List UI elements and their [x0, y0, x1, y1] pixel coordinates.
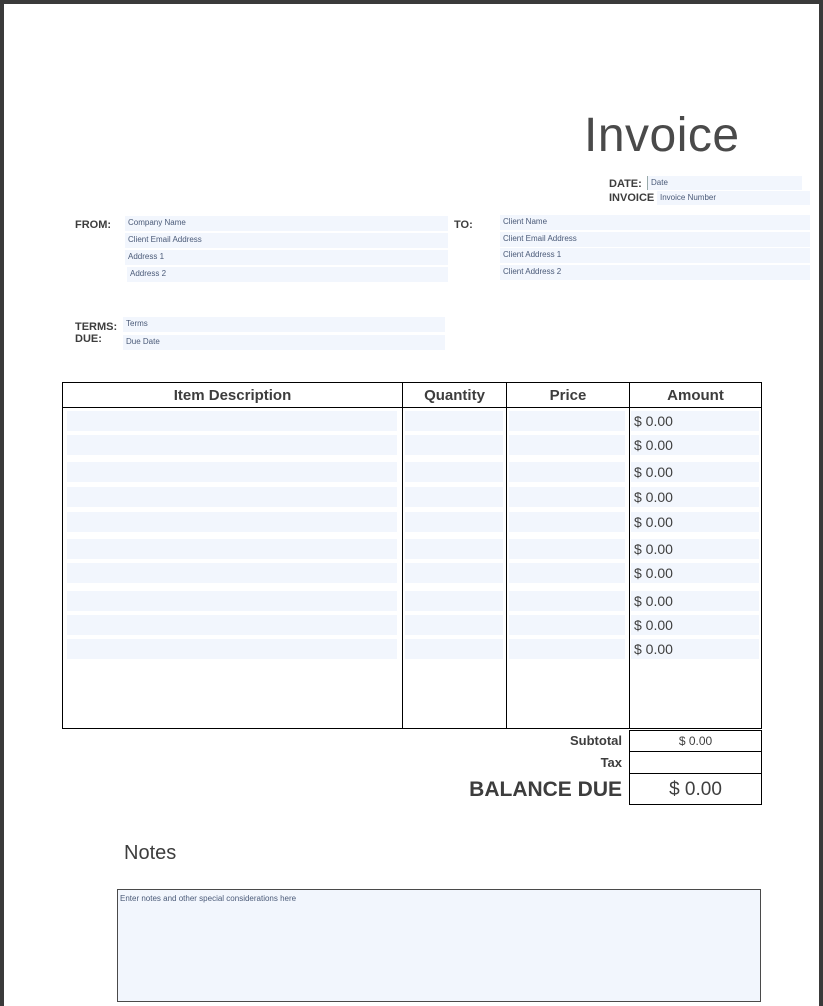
tax-field[interactable]: [629, 751, 762, 774]
balance-due-field[interactable]: $ 0.00: [629, 773, 762, 805]
item-description-cell[interactable]: [67, 435, 397, 455]
invoice-title: Invoice: [584, 109, 740, 162]
quantity-cell[interactable]: [405, 411, 503, 431]
from-email-field[interactable]: Client Email Address: [125, 233, 448, 248]
quantity-cell[interactable]: [405, 539, 503, 559]
item-description-cell[interactable]: [67, 563, 397, 583]
header-amount: Amount: [630, 383, 762, 408]
to-label: TO:: [454, 219, 473, 231]
amount-value: $ 0.00: [634, 437, 673, 453]
subtotal-field[interactable]: $ 0.00: [629, 730, 762, 752]
page-border-left: [0, 0, 4, 1006]
amount-value: $ 0.00: [634, 617, 673, 633]
item-description-cell[interactable]: [67, 591, 397, 611]
price-cell[interactable]: [509, 639, 625, 659]
terms-label: TERMS:: [75, 321, 118, 333]
terms-field[interactable]: Terms: [123, 317, 445, 332]
date-field[interactable]: Date: [647, 176, 802, 190]
amount-value: $ 0.00: [634, 565, 673, 581]
from-label: FROM:: [75, 219, 112, 231]
quantity-cell[interactable]: [405, 591, 503, 611]
price-cell[interactable]: [509, 563, 625, 583]
subtotal-label: Subtotal: [570, 733, 622, 748]
item-description-cell[interactable]: [67, 411, 397, 431]
price-cell[interactable]: [509, 615, 625, 635]
quantity-cell[interactable]: [405, 512, 503, 532]
header-quantity: Quantity: [403, 383, 507, 408]
quantity-cell[interactable]: [405, 615, 503, 635]
invoice-number-label: INVOICE: [609, 192, 655, 204]
quantity-cell[interactable]: [405, 639, 503, 659]
notes-field[interactable]: Enter notes and other special considerations here: [117, 889, 761, 1002]
from-address1-field[interactable]: Address 1: [125, 250, 448, 265]
description-column: [63, 408, 403, 729]
price-cell[interactable]: [509, 512, 625, 532]
price-column: [507, 408, 630, 729]
from-company-name-field[interactable]: Company Name: [125, 216, 448, 231]
quantity-column: [403, 408, 507, 729]
amount-value: $ 0.00: [634, 489, 673, 505]
from-address2-field[interactable]: Address 2: [127, 267, 448, 282]
date-label: DATE:: [609, 178, 642, 190]
quantity-cell[interactable]: [405, 487, 503, 507]
to-address1-field[interactable]: Client Address 1: [500, 248, 810, 263]
to-client-name-field[interactable]: Client Name: [500, 215, 810, 230]
quantity-cell[interactable]: [405, 462, 503, 482]
price-cell[interactable]: [509, 487, 625, 507]
amount-value: $ 0.00: [634, 514, 673, 530]
price-cell[interactable]: [509, 462, 625, 482]
amount-value: $ 0.00: [634, 641, 673, 657]
balance-due-label: BALANCE DUE: [469, 778, 622, 801]
item-description-cell[interactable]: [67, 615, 397, 635]
amount-value: $ 0.00: [634, 413, 673, 429]
price-cell[interactable]: [509, 591, 625, 611]
notes-title: Notes: [124, 842, 177, 864]
header-item-description: Item Description: [63, 383, 403, 408]
quantity-cell[interactable]: [405, 563, 503, 583]
price-cell[interactable]: [509, 539, 625, 559]
due-label: DUE:: [75, 333, 102, 345]
to-email-field[interactable]: Client Email Address: [500, 232, 810, 247]
item-description-cell[interactable]: [67, 639, 397, 659]
price-cell[interactable]: [509, 435, 625, 455]
to-address2-field[interactable]: Client Address 2: [500, 265, 810, 280]
item-description-cell[interactable]: [67, 539, 397, 559]
amount-column: [630, 408, 762, 729]
tax-label: Tax: [600, 755, 622, 770]
quantity-cell[interactable]: [405, 435, 503, 455]
amount-value: $ 0.00: [634, 593, 673, 609]
item-description-cell[interactable]: [67, 487, 397, 507]
due-date-field[interactable]: Due Date: [123, 335, 445, 350]
price-cell[interactable]: [509, 411, 625, 431]
invoice-number-field[interactable]: Invoice Number: [657, 191, 810, 205]
page-border-top: [0, 0, 823, 4]
page-border-right: [819, 0, 823, 1006]
header-price: Price: [507, 383, 630, 408]
line-items-table: [62, 382, 762, 729]
item-description-cell[interactable]: [67, 512, 397, 532]
item-description-cell[interactable]: [67, 462, 397, 482]
amount-value: $ 0.00: [634, 464, 673, 480]
amount-value: $ 0.00: [634, 541, 673, 557]
